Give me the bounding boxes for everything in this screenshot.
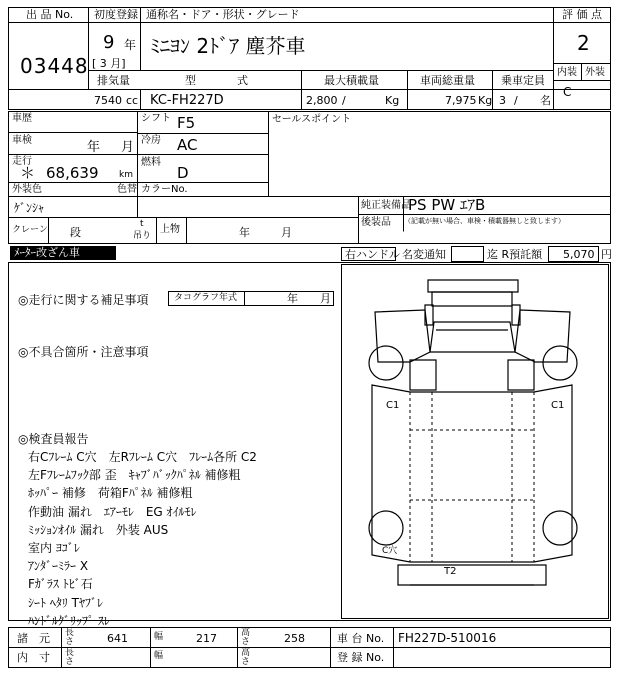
inspector-line: 作動油 漏れ ｴｱｰﾓﾚ EG ｵｲﾙﾓﾚ [28, 505, 197, 519]
capacity-value: 3 [499, 94, 506, 107]
crane-label: クレーン [12, 225, 48, 235]
name-label: 通称名・ドア・形状・グレード [146, 8, 300, 21]
inspector-line: ｱﾝﾀﾞｰﾐﾗｰ X [28, 559, 89, 573]
inspector-line: 右Cﾌﾚｰﾑ C穴 左Rﾌﾚｰﾑ C穴 ﾌﾚｰﾑ各所 C2 [28, 450, 257, 464]
cab-roof-inner [432, 292, 512, 306]
width-value: 217 [196, 632, 217, 645]
gvw-label: 車両総重量 [420, 74, 475, 87]
mileage-value: 68,639 [46, 164, 99, 182]
mileage-unit: km [119, 170, 133, 180]
inspector-line: ﾎｯﾊﾟｰ 補修 荷箱Fﾊﾟﾈﾙ 補修粗 [28, 486, 193, 500]
inspection-month-unit: 月 [121, 140, 135, 155]
sales-point-label: セールスポイント [272, 114, 352, 125]
fuel-value: D [177, 164, 189, 182]
color-value: ｹﾞﾝｼｬ [14, 201, 45, 215]
lot-no-value: 03448 [20, 54, 89, 78]
crane-ton-bottom: 吊り [133, 231, 152, 241]
lot-no-label: 出 品 No. [26, 8, 74, 21]
aftermarket-note: （記載が無い場合、車検・積載器無しと致します） [404, 217, 565, 225]
inspection-year-unit: 年 [87, 140, 101, 155]
chassis-value: FH227D-510016 [398, 631, 497, 645]
windshield [430, 322, 515, 352]
height-value: 258 [284, 632, 305, 645]
body-year-unit: 年 [239, 226, 250, 239]
deposit-value: 5,070 [563, 248, 595, 261]
left-door [410, 360, 436, 390]
tacho-label: タコグラフ年式 [174, 293, 238, 303]
model-label: 型 式 [185, 74, 250, 87]
first-reg-label: 初度登録 [94, 8, 138, 21]
tacho-month-unit: 月 [320, 292, 331, 305]
fuel-label: 燃料 [141, 157, 161, 168]
right-front-wheel [543, 346, 577, 380]
inner-dims-label: 内 寸 [17, 651, 50, 664]
damage-mark-c1-right: C1 [551, 400, 565, 411]
width-label: 幅 [154, 632, 164, 642]
defects-heading: ◎不具合箇所・注意事項 [18, 345, 149, 359]
length-label: 長さ [65, 628, 75, 647]
deposit-unit: 円 [601, 248, 612, 261]
inspector-line: Fｶﾞﾗｽ ﾄﾋﾞ石 [28, 577, 93, 591]
damage-mark-c1-left: C1 [386, 400, 400, 411]
color-change-label: 色替 [117, 184, 137, 195]
chassis-label: 車 台 No. [337, 632, 385, 645]
displacement-label: 排気量 [97, 74, 130, 87]
damage-mark-t2: T2 [444, 566, 457, 577]
inspector-line: ﾐｯｼｮﾝｵｲﾙ 漏れ 外装 AUS [28, 523, 169, 537]
left-front-wheel [369, 346, 403, 380]
reg-no-label: 登 録 No. [337, 651, 385, 664]
first-reg-month: [ 3 月] [92, 57, 126, 70]
shift-value: F5 [177, 114, 196, 132]
inner-width-label: 幅 [154, 651, 164, 661]
max-load-unit: Kg [385, 94, 400, 107]
capacity-unit: 名 [540, 94, 551, 107]
inspector-heading: ◎検査員報告 [18, 432, 89, 446]
damage-mark-c-hole: C穴 [382, 546, 398, 556]
color-label: 外装色 [12, 184, 42, 195]
color-code-label: カラーNo. [141, 184, 188, 195]
aftermarket-label: 後装品 [361, 217, 391, 228]
inner-length-label: 長さ [65, 648, 75, 667]
std-equipment-value: PS PW ｴｱB [408, 196, 486, 214]
inner-height-label: 高さ [241, 648, 251, 667]
first-reg-year-unit: 年 [124, 38, 137, 52]
max-load-label: 最大積載量 [324, 74, 379, 87]
body-month-unit: 月 [281, 226, 292, 239]
length-value: 641 [107, 632, 128, 645]
displacement-unit: cc [126, 94, 139, 107]
displacement-value: 7540 [94, 94, 122, 107]
inspection-label: 車検 [12, 135, 32, 146]
steering-label: 右ハンドル [345, 248, 400, 261]
right-door [508, 360, 534, 390]
gvw-value: 7,975 [445, 94, 477, 107]
rear-bumper [398, 565, 546, 585]
meter-tamper-text: ﾒｰﾀｰ改ざん車 [14, 246, 80, 259]
cargo-box [372, 385, 572, 562]
std-equipment-label: 純正装備品 [361, 200, 411, 211]
shift-label: シフト [141, 113, 171, 124]
cab-roof [428, 280, 518, 292]
driving-heading: ◎走行に関する補足事項 [18, 293, 149, 307]
inspector-line: 室内 ﾖｺﾞﾚ [28, 541, 80, 555]
left-rear-wheel [369, 511, 403, 545]
crane-ton-top: t [140, 219, 144, 229]
right-front-panel [515, 310, 570, 362]
history-label: 車歴 [12, 113, 32, 124]
left-front-panel [375, 310, 430, 362]
rating-label: 評 価 点 [562, 8, 602, 21]
tacho-year-unit: 年 [287, 292, 298, 305]
interior-label: 内装 [557, 67, 577, 78]
rating-value: 2 [577, 31, 590, 55]
inspector-line: ﾊﾝﾄﾞﾙｸﾞﾘｯﾌﾟ ｽﾚ [28, 614, 110, 628]
name-change-label: 名変通知 [402, 248, 446, 261]
model-value: KC-FH227D [150, 93, 224, 108]
mileage-prefix: ＊ [20, 164, 36, 182]
max-load-sep: / [342, 94, 346, 107]
exterior-label: 外装 [585, 67, 605, 78]
first-reg-year: 9 [103, 32, 115, 53]
mileage-label: 走行 [12, 156, 32, 167]
inspector-line: 左Fﾌﾚｰﾑﾌｯｸ部 歪 ｷｬﾌﾞﾊﾞｯｸﾊﾟﾈﾙ 補修粗 [28, 468, 241, 482]
vehicle-name: ﾐﾆﾖﾝ 2ﾄﾞｱ 塵芥車 [150, 34, 306, 58]
capacity-sep: / [514, 94, 518, 107]
body-label: 上物 [160, 224, 180, 235]
max-load-value: 2,800 [306, 94, 338, 107]
gvw-unit: Kg [478, 94, 493, 107]
capacity-label: 乗車定員 [501, 74, 545, 87]
height-label: 高さ [241, 628, 251, 647]
crane-stage-unit: 段 [70, 226, 81, 239]
deposit-label: 迄 R預託額 [487, 248, 543, 261]
ac-value: AC [177, 136, 198, 154]
ac-label: 冷房 [141, 135, 161, 146]
interior-grade: C [563, 85, 572, 99]
inspector-line: ｼｰﾄ ﾍﾀﾘ Tﾔﾌﾞﾚ [28, 596, 103, 610]
dims-label: 諸 元 [17, 632, 50, 645]
